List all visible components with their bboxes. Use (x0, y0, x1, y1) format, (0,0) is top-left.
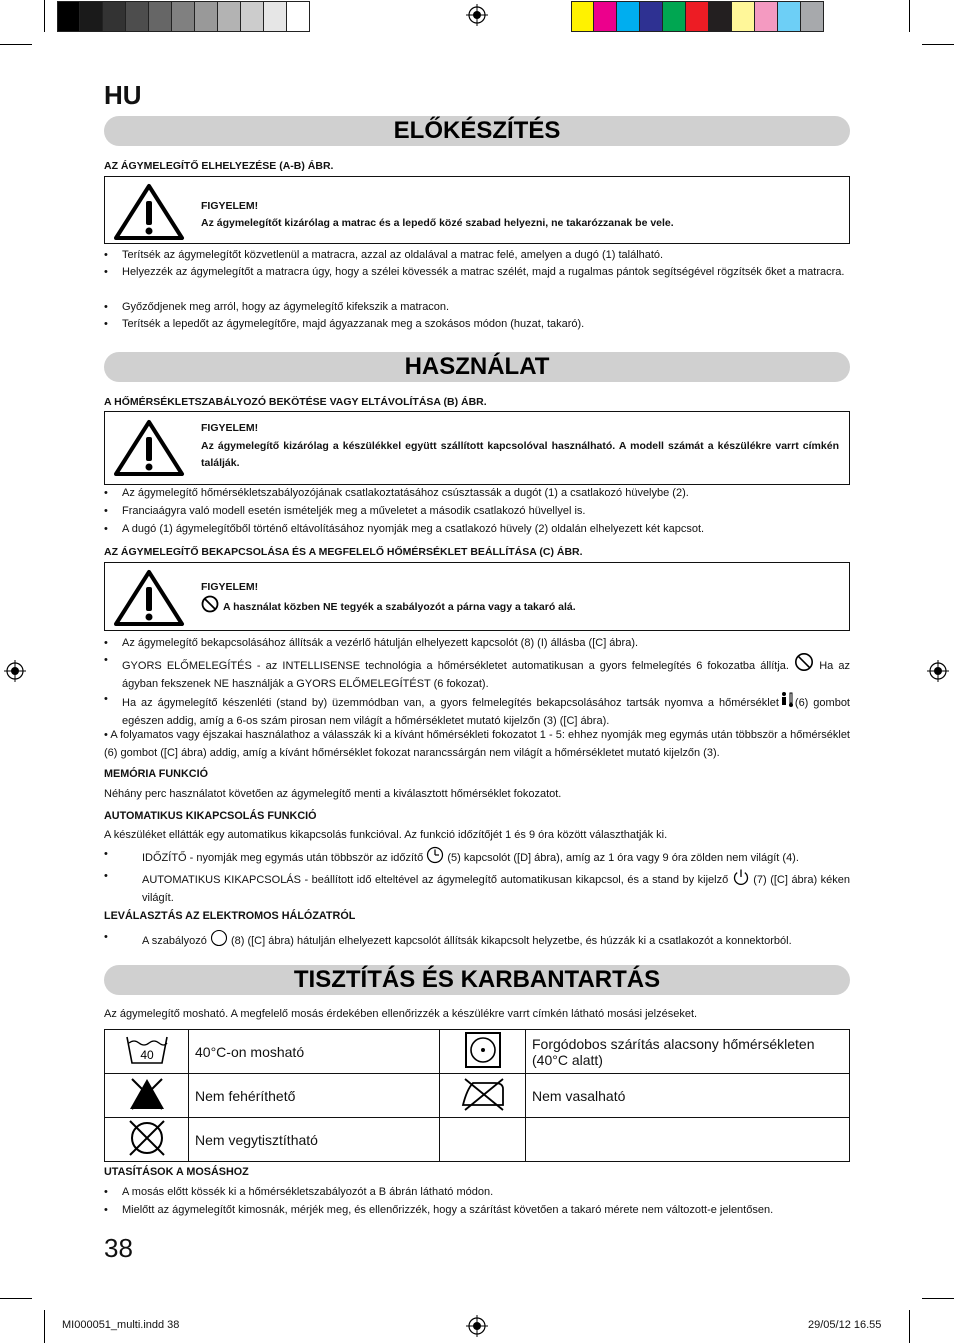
list-item: • A folyamatos vagy éjszakai használathoz a válasszák ki a kívánt hőmérsékleti fokozatot 1 - 5: ehhez nyomják meg egymás után többször a hőmérséklet (6) gombot ([C] ábra) addig, amíg a kívánt hőmérséklet fokozat narancssárgán nem világít a hőmérsékletet mutató kijelzőn (3). (104, 729, 850, 759)
color-swatch (172, 1, 195, 32)
crop-mark (909, 0, 910, 32)
list-item: • Terítsék a lepedőt az ágymelegítőre, majd ágyazzanak meg a szokásos módon (huzat, takaró). (104, 316, 850, 334)
color-swatch (663, 1, 686, 32)
paragraph: A készüléket ellátták egy automatikus kikapcsolás funkcióval. Az funkció időzítőjét 1 és 9 óra között választhatják ki. (104, 829, 668, 841)
list-item (104, 868, 850, 907)
care-label-no-bleach: Nem fehéríthető (189, 1074, 440, 1118)
warning-triangle-icon (113, 183, 185, 241)
warning-text: A használat közben NE tegyék a szabályozót a párna vagy a takaró alá. (223, 601, 576, 613)
subheading: AZ ÁGYMELEGÍTŐ ELHELYEZÉSE (A-B) ÁBR. (104, 160, 334, 172)
care-label-no-iron: Nem vasalható (526, 1074, 850, 1118)
gray-color-bar (57, 1, 310, 32)
crop-mark (922, 44, 954, 45)
list-item-text: (8) ([C] ábra) hátulján elhelyezett kapcsolót állítsák kikapcsolt helyzetbe, és húzzák ki a csatlakozót a konnektorból. (230, 935, 792, 947)
list-item (104, 929, 850, 951)
subheading-memory: MEMÓRIA FUNKCIÓ (104, 768, 208, 780)
color-swatch (640, 1, 663, 32)
warning-text: Az ágymelegítő kizárólag a készülékkel együtt szállított kapcsolóval használható. A modell számát a készülékre varrt címkén találják. (201, 440, 839, 469)
no-iron-icon (459, 1077, 507, 1111)
cmyk-color-bar (571, 1, 824, 32)
warning-box (104, 176, 850, 244)
table-row (105, 1118, 850, 1162)
list-item (104, 691, 850, 730)
list-item-text: (5) kapcsolót ([D] ábra), amíg az 1 óra vagy 9 óra zölden nem világít (4). (447, 852, 799, 864)
table-cell (105, 1030, 189, 1074)
table-cell (440, 1030, 526, 1074)
standby-power-icon (732, 868, 750, 886)
list-item-text: AUTOMATIKUS KIKAPCSOLÁS - beállított idő elteltével az ágymelegítő automatikusan kikapcsol, és a stand by kijelző (142, 874, 729, 886)
list-item-text: Ha az ágymelegítő készenléti (stand by) üzemmódban van, a gyors felmelegítés bekapcsolásához tartsák nyomva a hőmérséklet (122, 697, 779, 709)
color-swatch (617, 1, 640, 32)
thermometer-person-icon (779, 691, 795, 709)
prohibited-icon (201, 595, 219, 613)
list-item-text: A szabályozó (142, 935, 207, 947)
timer-icon (426, 846, 444, 864)
color-swatch (241, 1, 264, 32)
registration-mark-icon (927, 660, 949, 682)
svg-text:40: 40 (139, 1048, 154, 1062)
color-swatch (709, 1, 732, 32)
care-symbols-table (104, 1029, 850, 1162)
list-item-text: (6) gombot egészen addig, amíg a 6-os szám pirosan nem világít a hőmérsékletet mutató kijelzőn (3) ([C] ábra). (122, 697, 850, 727)
warning-text: Az ágymelegítőt kizárólag a matrac és a lepedő közé szabad helyezni, ne takarózzanak be vele. (201, 217, 674, 229)
section-title-usage: HASZNÁLAT (104, 352, 850, 382)
color-swatch (686, 1, 709, 32)
warning-triangle-icon (113, 569, 185, 627)
crop-mark (0, 1298, 32, 1299)
page-number: 38 (104, 1233, 133, 1263)
list-item (104, 846, 850, 868)
color-swatch (126, 1, 149, 32)
section-title-preparation: ELŐKÉSZÍTÉS (104, 116, 850, 146)
list-item (104, 652, 850, 693)
warning-title: FIGYELEM! (201, 200, 259, 212)
warning-title: FIGYELEM! (201, 422, 259, 434)
color-swatch (801, 1, 824, 32)
no-bleach-icon (127, 1076, 167, 1112)
wash-40-icon (124, 1033, 170, 1067)
crop-mark (0, 44, 32, 45)
color-swatch (594, 1, 617, 32)
list-item: • A mosás előtt kössék ki a hőmérsékletszabályozót a B ábrán látható módon. (104, 1184, 850, 1202)
no-dry-clean-icon (126, 1118, 168, 1158)
paragraph: Néhány perc használatot követően az ágymelegítő menti a kiválasztott hőmérséklet fokozatot. (104, 788, 562, 800)
warning-title: FIGYELEM! (201, 581, 259, 593)
prohibited-icon (794, 652, 814, 672)
table-cell (440, 1118, 526, 1162)
registration-mark-icon (466, 1315, 488, 1337)
table-cell (440, 1074, 526, 1118)
list-item: • Mielőtt az ágymelegítőt kimosnák, mérjék meg, és ellenőrizzék, hogy a szárítást követően a takaró mérete nem változott-e jelentősen. (104, 1202, 850, 1220)
color-swatch (57, 1, 80, 32)
color-swatch (103, 1, 126, 32)
color-swatch (264, 1, 287, 32)
care-label-wash: 40°C-on mosható (189, 1030, 440, 1074)
list-item-text: IDŐZÍTŐ - nyomják meg egymás után többször az időzítő (142, 852, 424, 864)
warning-box (104, 562, 850, 631)
crop-mark (922, 1298, 954, 1299)
color-swatch (778, 1, 801, 32)
color-swatch (732, 1, 755, 32)
list-item-text: GYORS ELŐMELEGÍTÉS - az INTELLISENSE technológia a hőmérsékletet automatikusan a gyors felmelegítés 6 fokozatba állítja. (122, 660, 789, 672)
registration-mark-icon (466, 4, 488, 26)
list-item-text: (7) ([C] ábra) kéken világít. (142, 874, 850, 904)
warning-box (104, 411, 850, 485)
color-swatch (149, 1, 172, 32)
subheading-auto-off: AUTOMATIKUS KIKAPCSOLÁS FUNKCIÓ (104, 810, 317, 822)
list-item: • Helyezzék az ágymelegítőt a matracra úgy, hogy a szélei kövessék a matrac szélét, majd a rugalmas pántok segítségével rögzítsék őket a matracra. (104, 264, 850, 282)
list-item: • Az ágymelegítő bekapcsolásához állítsák a vezérlő hátulján elhelyezett kapcsolót (8) (I) állásba ([C] ábra). (104, 635, 850, 653)
crop-mark (909, 1310, 910, 1343)
color-swatch (218, 1, 241, 32)
list-item-text: Ha az ágyban fekszenek NE használják a GYORS ELŐMELEGÍTÉST (6 fokozat). (122, 660, 850, 690)
paragraph: Az ágymelegítő mosható. A megfelelő mosás érdekében ellenőrizzék a készülékre varrt címkén látható mosási jelzéseket. (104, 1008, 698, 1020)
subheading-wash-instructions: UTASÍTÁSOK A MOSÁSHOZ (104, 1166, 249, 1178)
subheading: AZ ÁGYMELEGÍTŐ BEKAPCSOLÁSA ÉS A MEGFELELŐ HŐMÉRSÉKLET BEÁLLÍTÁSA (C) ÁBR. (104, 546, 583, 558)
switch-circle-icon (210, 929, 228, 947)
care-label-tumble: Forgódobos szárítás alacsony hőmérsékleten (40°C alatt) (526, 1030, 850, 1074)
list-item: • Terítsék az ágymelegítőt közvetlenül a matracra, azzal az oldalával a matrac felé, amelyen a dugó (1) található. (104, 247, 850, 265)
tumble-dry-low-icon (464, 1031, 502, 1069)
color-swatch (287, 1, 310, 32)
table-cell (105, 1074, 189, 1118)
language-code: HU (104, 80, 142, 110)
list-item: • Győződjenek meg arról, hogy az ágymelegítő kifekszik a matracon. (104, 299, 850, 317)
crop-mark (44, 0, 45, 32)
registration-mark-icon (4, 660, 26, 682)
table-row (105, 1030, 850, 1074)
color-swatch (571, 1, 594, 32)
color-swatch (755, 1, 778, 32)
table-row (105, 1074, 850, 1118)
footer-file: MI000051_multi.indd 38 (62, 1319, 180, 1331)
color-swatch (195, 1, 218, 32)
list-item: • Franciaágyra való modell esetén ismételjék meg a műveletet a második csatlakozó hüvellyel is. (104, 503, 850, 521)
warning-triangle-icon (113, 419, 185, 477)
section-title-cleaning: TISZTÍTÁS ÉS KARBANTARTÁS (104, 965, 850, 995)
color-swatch (80, 1, 103, 32)
care-label-no-dry-clean: Nem vegytisztítható (189, 1118, 440, 1162)
subheading: A HŐMÉRSÉKLETSZABÁLYOZÓ BEKÖTÉSE VAGY ELTÁVOLÍTÁSA (B) ÁBR. (104, 396, 487, 408)
crop-mark (44, 1310, 45, 1343)
subheading-disconnect: LEVÁLASZTÁS AZ ELEKTROMOS HÁLÓZATRÓL (104, 910, 356, 922)
list-item: • Az ágymelegítő hőmérsékletszabályozójának csatlakoztatásához csúsztassák a dugót (1) a csatlakozó hüvelybe (2). (104, 485, 850, 503)
footer-date: 29/05/12 16.55 (808, 1319, 882, 1331)
table-cell (105, 1118, 189, 1162)
list-item: • A dugó (1) ágymelegítőből történő eltávolításához nyomják meg a csatlakozó hüvely (2) oldalán elhelyezett két kapcsot. (104, 521, 850, 539)
table-cell (526, 1118, 850, 1162)
